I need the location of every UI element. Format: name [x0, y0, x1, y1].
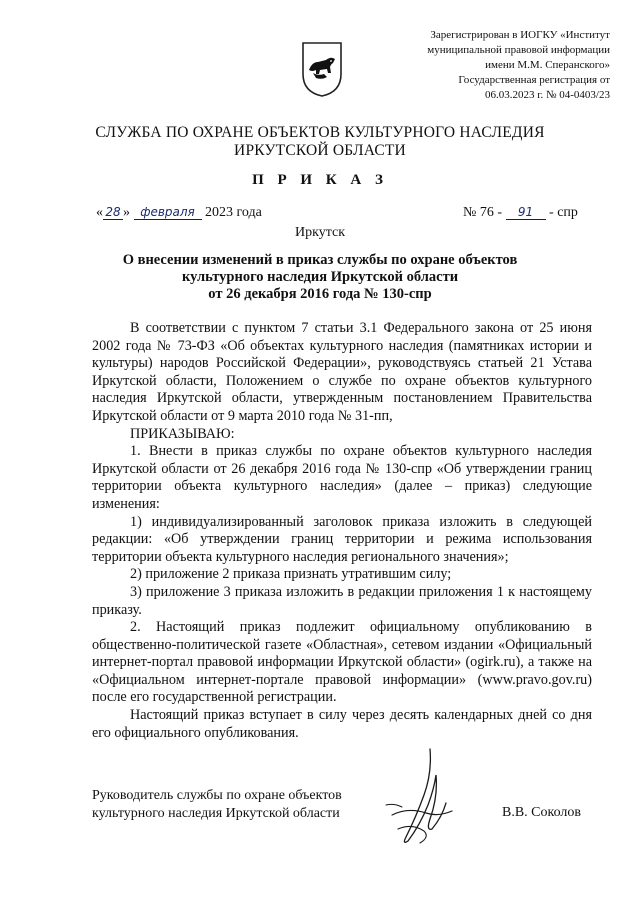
registration-line: имени М.М. Сперанского»: [485, 59, 610, 71]
position-line: Руководитель службы по охране объектов: [92, 788, 342, 803]
body-paragraph: 2. Настоящий приказ подлежит официальному опубликованию в общественно-политической газете «Областная», сетевом издании «Официальный интернет-портал правовой информации Иркутской области» (ogirk.ru), а также на «Официальном интернет-портале правовой информации» (www.pravo.gov.ru) после его государственной регистрации.: [92, 619, 592, 706]
registration-line: муниципальной правовой информации: [427, 44, 610, 56]
body-paragraph: Настоящий приказ вступает в силу через десять календарных дней со дня его официального опубликования.: [92, 707, 592, 741]
position-line: культурного наследия Иркутской области: [92, 806, 340, 821]
handwritten-signature: [372, 745, 472, 850]
order-number: [463, 205, 578, 221]
body-paragraph: В соответствии с пунктом 7 статьи 3.1 Федерального закона от 25 июня 2002 года № 73-ФЗ «Об объектах культурного наследия (памятниках истории и культуры) народов Российской Федерации», руководствуясь статьей 21 Устава Иркутской области, Положением о службе по охране объектов культурного наследия Иркутской области, утвержденным постановлением Правительства Иркутской области от 9 марта 2010 года № 31-пп,: [92, 320, 592, 424]
coat-of-arms-icon: [300, 40, 344, 98]
order-date: [96, 205, 262, 221]
org-line: ИРКУТСКОЙ ОБЛАСТИ: [234, 142, 406, 159]
registration-line: 06.03.2023 г. № 04-0403/23: [485, 89, 610, 101]
signatory-position: [92, 787, 342, 823]
number-prefix: № 76 -: [463, 205, 503, 220]
handwritten-month: февраля: [134, 205, 202, 220]
registration-line: Государственная регистрация от: [458, 74, 610, 86]
body-paragraph: 1) индивидуализированный заголовок приказа изложить в следующей редакции: «Об утверждении границ территории и режима использования территории объекта культурного наследия регионального значения»;: [92, 513, 592, 565]
organization-name: [40, 124, 600, 160]
handwritten-number: 91: [506, 205, 546, 220]
order-body: [92, 320, 592, 742]
body-paragraph: 2) приложение 2 приказа признать утратившим силу;: [130, 566, 452, 583]
order-year: 2023 года: [205, 205, 262, 220]
registration-line: Зарегистрирован в ИОГКУ «Институт: [430, 29, 610, 41]
order-subject: [90, 252, 550, 303]
quote-close: »: [123, 205, 130, 220]
city: Иркутск: [294, 225, 346, 240]
subject-line: О внесении изменений в приказ службы по охране объектов: [122, 252, 518, 268]
org-line: СЛУЖБА ПО ОХРАНЕ ОБЪЕКТОВ КУЛЬТУРНОГО НАСЛЕДИЯ: [95, 124, 545, 141]
body-paragraph: 3) приложение 3 приказа изложить в редакции приложения 1 к настоящему приказу.: [92, 583, 592, 618]
subject-line: от 26 декабря 2016 года № 130-спр: [208, 286, 432, 302]
subject-line: культурного наследия Иркутской области: [181, 269, 459, 285]
document-type: П Р И К А З: [252, 172, 388, 188]
signatory-name: В.В. Соколов: [502, 805, 582, 820]
number-suffix: - спр: [549, 205, 578, 220]
order-directive: ПРИКАЗЫВАЮ:: [130, 425, 235, 442]
quote-open: «: [96, 205, 103, 220]
registration-stamp: [400, 28, 610, 103]
body-paragraph: 1. Внести в приказ службы по охране объектов культурного наследия Иркутской области от 26 декабря 2016 года № 130-спр «Об утверждении границ территории объекта культурного наследия» (далее – приказ) следующие изменения:: [92, 443, 592, 512]
handwritten-day: 28: [103, 205, 123, 220]
